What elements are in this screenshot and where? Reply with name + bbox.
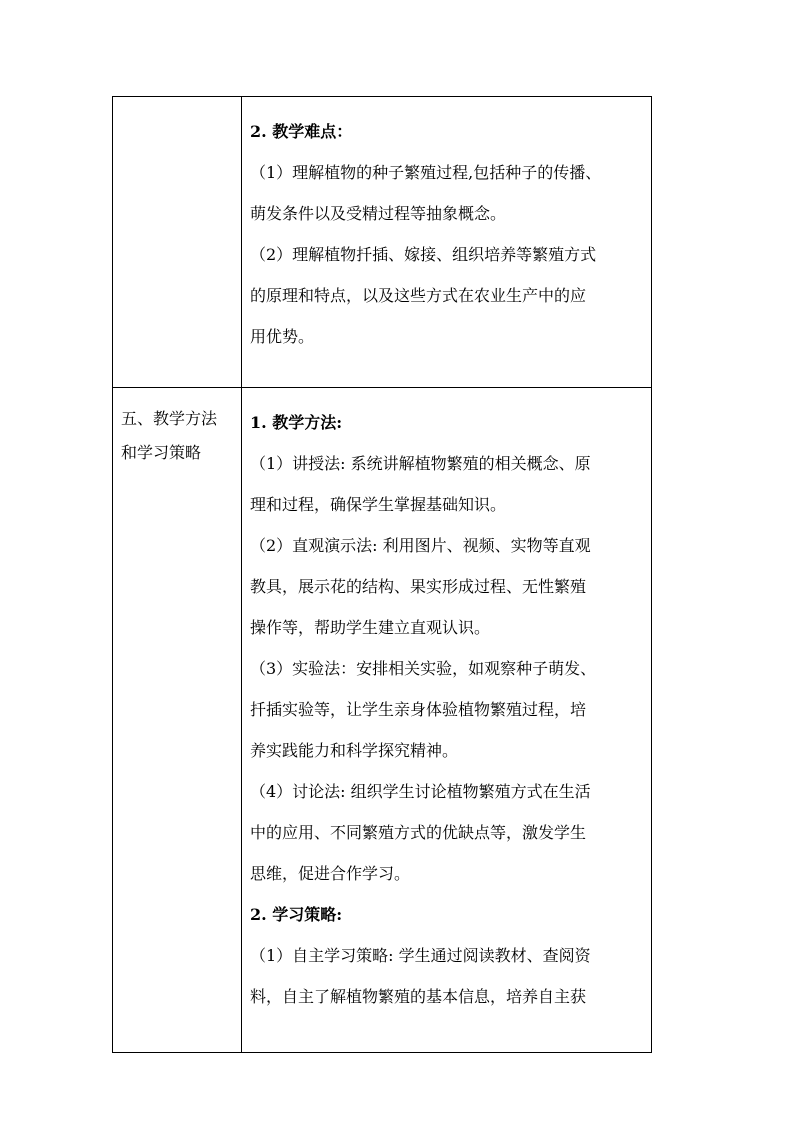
paragraph-line: （2）直观演示法: 利用图片、视频、实物等直观 — [250, 536, 591, 555]
paragraph-line: 用优势。 — [250, 327, 315, 346]
paragraph-line: （1）理解植物的种子繁殖过程,包括种子的传播、 — [250, 163, 602, 182]
paragraph-line: （2）理解植物扦插、嫁接、组织培养等繁殖方式 — [250, 245, 597, 264]
paragraph-line: （4）讨论法: 组织学生讨论植物繁殖方式在生活 — [250, 782, 591, 801]
paragraph-line: 理和过程，确保学生掌握基础知识。 — [250, 495, 507, 514]
paragraph-line: 教具，展示花的结构、果实形成过程、无性繁殖 — [250, 577, 587, 596]
paragraph-line: （1）讲授法: 系统讲解植物繁殖的相关概念、原 — [250, 454, 591, 473]
paragraph-line: 的原理和特点，以及这些方式在农业生产中的应 — [250, 286, 587, 305]
paragraph-line: 中的应用、不同繁殖方式的优缺点等，激发学生 — [250, 823, 587, 842]
paragraph-line: 养实践能力和科学探究精神。 — [250, 741, 459, 760]
section-heading: 2. 学习策略: — [250, 905, 343, 924]
paragraph-line: 料，自主了解植物繁殖的基本信息，培养自主获 — [250, 987, 587, 1006]
section-heading: 1. 教学方法: — [250, 413, 343, 432]
table-row — [113, 97, 652, 388]
methods-strategies-cell — [242, 388, 652, 1053]
section-label-line: 五、教学方法 — [121, 409, 218, 428]
paragraph-line: 思维，促进合作学习。 — [250, 864, 411, 883]
teaching-difficulties-text — [250, 111, 645, 357]
section-heading: 2. 教学难点： — [250, 122, 353, 141]
paragraph-line: 萌发条件以及受精过程等抽象概念。 — [250, 204, 507, 223]
paragraph-line: （3）实验法：安排相关实验，如观察种子萌发、 — [250, 659, 597, 678]
lesson-plan-table — [112, 96, 652, 1053]
row-label-cell — [113, 97, 242, 388]
section-label-line: 和学习策略 — [121, 443, 202, 462]
paragraph-line: （1）自主学习策略: 学生通过阅读教材、查阅资 — [250, 946, 591, 965]
table-row — [113, 388, 652, 1053]
teaching-difficulties-cell — [242, 97, 652, 388]
methods-strategies-text — [250, 402, 645, 1017]
paragraph-line: 操作等，帮助学生建立直观认识。 — [250, 618, 491, 637]
paragraph-line: 扦插实验等，让学生亲身体验植物繁殖过程，培 — [250, 700, 587, 719]
row-label-cell — [113, 388, 242, 1053]
